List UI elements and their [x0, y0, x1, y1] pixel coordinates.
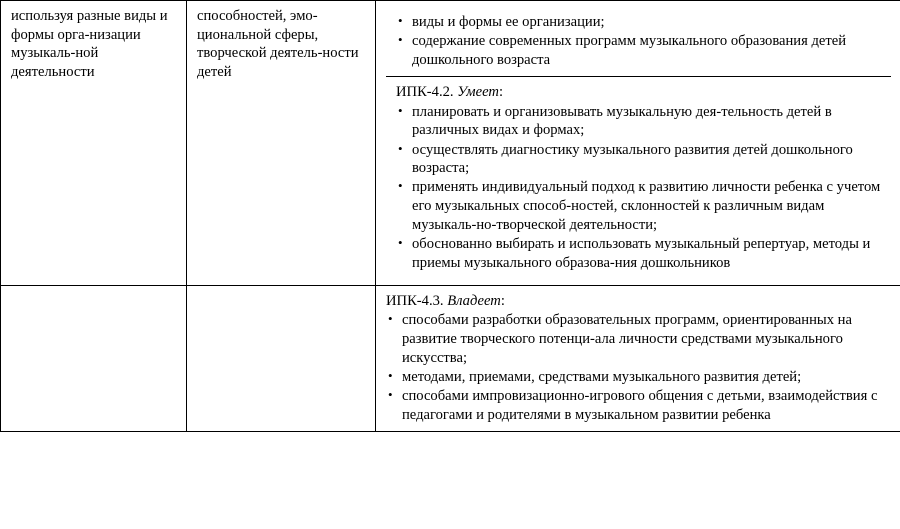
row-1-block-2-list — [396, 103, 882, 273]
row-1-block-2-lead — [396, 83, 882, 102]
row-1-block-1 — [386, 7, 891, 76]
list-item: • содержание современных программ музыкального образования детей дошкольного возраста — [396, 32, 882, 69]
indicator-colon: : — [500, 292, 505, 309]
indicator-colon: : — [498, 84, 503, 101]
table-row — [1, 285, 900, 431]
row-2-block-1-list — [386, 311, 891, 424]
row-2-column-a-text — [11, 292, 177, 302]
indicator-code: ИПК-4.2. — [396, 84, 458, 101]
row-1-column-b-text: способностей, эмо-циональной сферы, творческой деятель-ности детей — [197, 8, 359, 81]
indicator-verb: Умеет — [457, 84, 499, 101]
indicator-verb: Владеет — [447, 292, 501, 309]
row-2-column-b-text — [197, 292, 366, 302]
indicator-code: ИПК-4.3. — [386, 292, 448, 309]
table-row — [1, 1, 900, 286]
row-1-block-1-list — [396, 13, 882, 70]
row-2-column-c — [376, 285, 900, 431]
row-2-column-b — [187, 285, 376, 431]
row-1-block-2 — [386, 76, 891, 279]
row-1-column-a-text: используя разные виды и формы орга-низации музыкаль-ной деятельности — [11, 8, 168, 81]
list-item: • осуществлять диагностику музыкального развития детей дошкольного возраста; — [396, 141, 882, 178]
list-item: • применять индивидуальный подход к развитию личности ребенка с учетом его музыкальных способ-ностей, склонностей к различным видам музыкаль-но-творческой деятельности; — [396, 178, 882, 234]
row-1-column-c — [376, 1, 900, 286]
list-item: • способами разработки образовательных программ, ориентированных на развитие творческого потенци-ала личности средствами музыкального искусства; — [386, 311, 891, 367]
list-item: • обоснованно выбирать и использовать музыкальный репертуар, методы и приемы музыкального образова-ния дошкольников — [396, 235, 882, 272]
list-item: • виды и формы ее организации; — [396, 13, 882, 32]
list-item: • планировать и организовывать музыкальную дея-тельность детей в различных видах и формах; — [396, 103, 882, 140]
row-2-column-a — [1, 285, 187, 431]
list-item: • методами, приемами, средствами музыкального развития детей; — [386, 368, 891, 387]
list-item: • способами импровизационно-игрового общения с детьми, взаимодействия с педагогами и родителями в музыкальном развитии ребенка — [386, 387, 891, 424]
row-1-column-a — [1, 1, 187, 286]
row-1-column-b — [187, 1, 376, 286]
row-2-block-1-lead — [386, 292, 891, 311]
